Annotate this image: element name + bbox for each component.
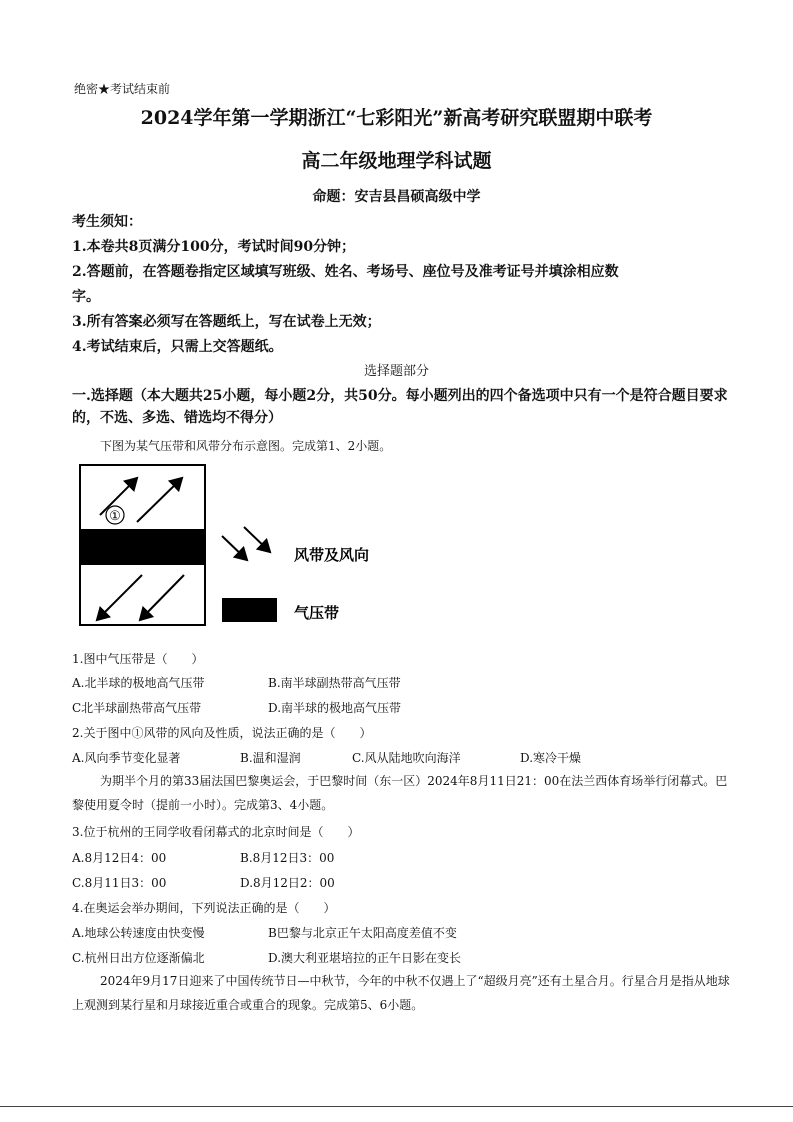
wind-arrow-down-1 — [97, 575, 142, 620]
q1-option-d: D.南半球的极地高气压带 — [268, 701, 402, 715]
legend-pressure-label: 气压带 — [294, 604, 340, 622]
candidate-notes — [72, 210, 619, 360]
q2-option-c: C.风从陆地吹向海洋 — [352, 751, 461, 765]
q4-option-b: B巴黎与北京正午太阳高度差值不变 — [268, 926, 457, 940]
pressure-wind-diagram — [72, 460, 372, 635]
pressure-belt-band — [80, 529, 205, 565]
legend-wind-label: 风带及风向 — [294, 546, 370, 564]
q4-option-a: A.地球公转速度由快变慢 — [72, 926, 205, 940]
section-title: 选择题部分 — [363, 364, 429, 379]
notes-item: 2.答题前，在答题卷指定区域填写班级、姓名、考场号、座位号及准考证号并填涂相应数 — [72, 264, 619, 280]
q3-option-d: D.8月12日2：00 — [240, 876, 335, 890]
wind-arrow-down-2 — [140, 575, 184, 620]
q3-option-c: C.8月11日3：00 — [72, 876, 167, 890]
intro-q5-6: 2024年9月17日迎来了中国传统节日—中秋节，今年的中秋不仅遇上了“超级月亮”还有土星合月。行星合月是指从地球上观测到某行星和月球接近重合或重合的现象。完成第5、6小题。 — [72, 974, 730, 1012]
q4-stem: 4.在奥运会举办期间，下列说法正确的是（ ） — [72, 901, 336, 915]
legend-wind-arrow-2 — [244, 527, 270, 552]
exam-title: 2024学年第一学期浙江“七彩阳光”新高考研究联盟期中联考 — [140, 107, 653, 129]
q3-stem: 3.位于杭州的王同学收看闭幕式的北京时间是（ ） — [72, 825, 360, 839]
notes-item: 4.考试结束后，只需上交答题纸。 — [72, 339, 283, 355]
q4-option-d: D.澳大利亚堪培拉的正午日影在变长 — [268, 951, 462, 965]
q2-stem: 2.关于图中①风带的风向及性质，说法正确的是（ ） — [72, 726, 372, 740]
q2-option-d: D.寒冷干燥 — [520, 751, 582, 765]
q2-option-b: B.温和湿润 — [240, 751, 301, 765]
page-bottom-rule — [0, 1106, 793, 1107]
notes-item: 3.所有答案必须写在答题纸上，写在试卷上无效； — [72, 314, 381, 330]
wind-arrow-up-2 — [137, 478, 182, 522]
q1-option-b: B.南半球副热带高气压带 — [268, 676, 401, 690]
q2-option-a: A.风向季节变化显著 — [72, 751, 181, 765]
exam-author: 命题：安吉县昌硕高级中学 — [312, 189, 481, 205]
marker-label: ① — [109, 509, 121, 524]
part-instructions: 一.选择题（本大题共25小题，每小题2分，共50分。每小题列出的四个备选项中只有一个是符合题目要求的，不选、多选、错选均不得分） — [72, 388, 728, 426]
confidential-label: 绝密★考试结束前 — [74, 82, 171, 96]
q1-option-c: C北半球副热带高气压带 — [72, 701, 202, 715]
legend-wind-arrow-1 — [222, 536, 247, 560]
q1-option-a: A.北半球的极地高气压带 — [72, 676, 205, 690]
intro-q1-2: 下图为某气压带和风带分布示意图。完成第1、2小题。 — [100, 439, 392, 453]
exam-subtitle: 高二年级地理学科试题 — [301, 150, 492, 172]
q3-option-b: B.8月12日3：00 — [240, 851, 335, 865]
q1-stem: 1.图中气压带是（ ） — [72, 652, 204, 666]
legend-pressure-swatch — [222, 598, 277, 622]
notes-item: 字。 — [72, 289, 100, 305]
notes-heading: 考生须知： — [72, 214, 142, 230]
q4-option-c: C.杭州日出方位逐渐偏北 — [72, 951, 205, 965]
intro-q3-4: 为期半个月的第33届法国巴黎奥运会，于巴黎时间（东一区）2024年8月11日21：00在法兰西体育场举行闭幕式。巴黎使用夏令时（提前一小时）。完成第3、4小题。 — [72, 774, 728, 812]
notes-item: 1.本卷共8页满分100分，考试时间90分钟； — [72, 239, 356, 255]
q3-option-a: A.8月12日4：00 — [72, 851, 167, 865]
